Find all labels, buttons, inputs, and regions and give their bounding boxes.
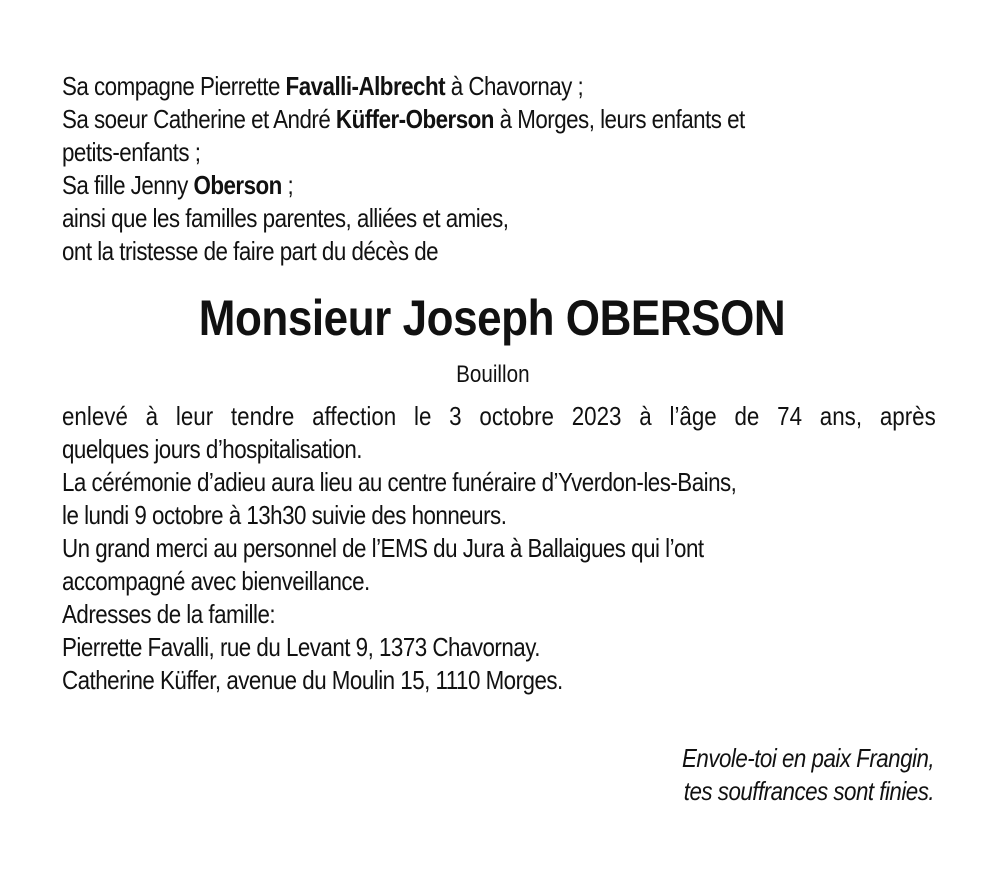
announcement-body (62, 400, 936, 697)
announcement-line-hospital: quelques jours d’hospitalisation. (62, 434, 362, 464)
closing-message (682, 742, 934, 808)
family-line-relatives: ainsi que les familles parentes, alliées et amies, (62, 203, 509, 233)
deceased-name: Monsieur Joseph OBERSON (198, 290, 786, 346)
addresses-heading: Adresses de la famille: (62, 599, 276, 629)
thanks-line-1: Un grand merci au personnel de l’EMS du Jura à Ballaigues qui l’ont (62, 533, 704, 563)
ceremony-line-date: le lundi 9 octobre à 13h30 suivie des honneurs. (62, 500, 507, 530)
family-line-daughter: Sa fille Jenny Oberson ; (62, 170, 294, 200)
announcement-intro: ont la tristesse de faire part du décès de (62, 236, 439, 266)
address-catherine: Catherine Küffer, avenue du Moulin 15, 1110 Morges. (62, 665, 563, 695)
family-list (62, 70, 936, 268)
closing-line-1: Envole-toi en paix Frangin, (681, 743, 934, 773)
deceased-place: Bouillon (456, 361, 530, 388)
thanks-line-2: accompagné avec bienveillance. (62, 566, 370, 596)
announcement-line-death: enlevé à leur tendre affection le 3 octobre 2023 à l’âge de 74 ans, après (62, 401, 936, 431)
address-pierrette: Pierrette Favalli, rue du Levant 9, 1373 Chavornay. (62, 632, 540, 662)
family-line-grandchildren: petits-enfants ; (62, 137, 201, 167)
ceremony-line-location: La cérémonie d’adieu aura lieu au centre funéraire d’Yverdon-les-Bains, (62, 467, 737, 497)
closing-line-2: tes souffrances sont finies. (683, 776, 934, 806)
family-line-companion: Sa compagne Pierrette Favalli-Albrecht à Chavornay ; (62, 71, 584, 101)
family-line-sister: Sa soeur Catherine et André Küffer-Oberson à Morges, leurs enfants et (62, 104, 745, 134)
